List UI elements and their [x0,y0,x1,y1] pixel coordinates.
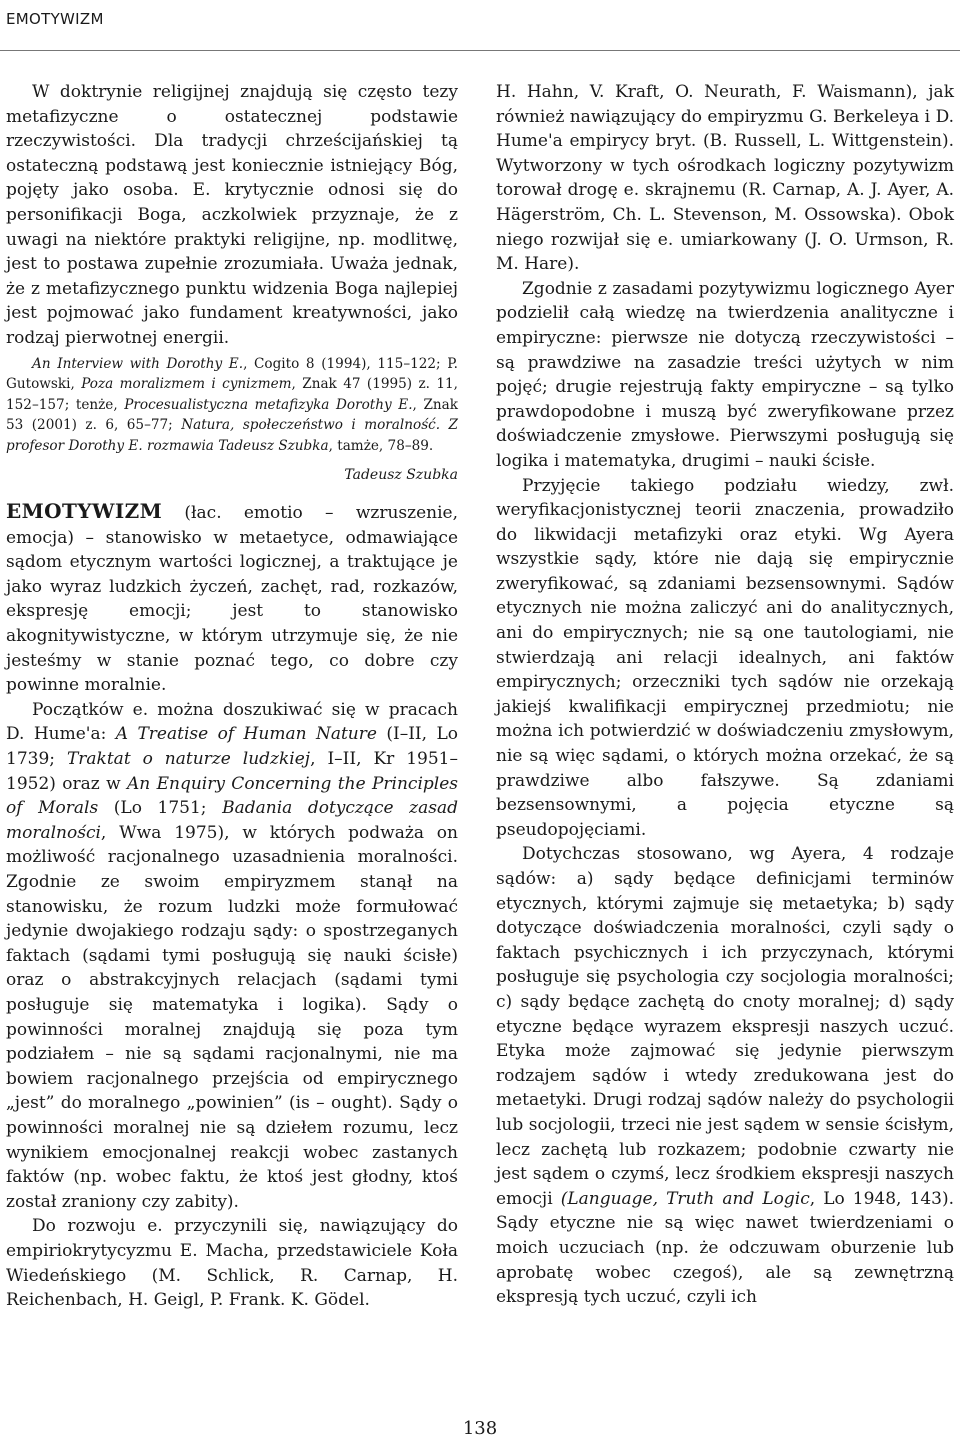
text-run: Dotychczas stosowano, wg Ayera, 4 rodzaje sądów: a) sądy będące definicjami terminów etycznych, którymi zajmuje się metaetyka; b) sądy dotyczące doświadczenia moralności, czyli sądy o faktach psychicznych i ich przyczynach, którymi posługuje się psychologia czy socjologia moralności; c) sądy będące zachętą do cnoty moralnej; d) sądy etyczne będące wyrazem ekspresji naszych uczuć. Etyka może zajmować się jedynie pierwszym rodzajem sądów i wtedy zredukowana jest do metaetyki. Drugi rodzaj sądów należy do psychologii lub socjologii, trzeci nie jest sądem w sensie ścisłym, lecz zachętą lub rozkazem; podobnie czwarty nie jest sądem o czymś, lecz środkiem ekspresji naszych emocji [496,844,954,1209]
author-signature: Tadeusz Szubka [344,466,458,483]
paragraph: H. Hahn, V. Kraft, O. Neurath, F. Waismann), jak również nawiązujący do empiryzmu G. Berkeleya i D. Hume'a empirycy bryt. (B. Russell, L. Wittgenstein). Wytworzony w tych ośrodkach logiczny pozytywizm torował drogę e. skrajnemu (R. Carnap, A. J. Ayer, A. Hägerström, Ch. L. Stevenson, M. Ossowska). Obok niego rozwijał się e. umiarkowany (J. O. Urmson, R. M. Hare). [496,82,954,275]
work-title: A Treatise of Human Nature [115,724,377,745]
work-title: An Enquiry Concerning the Principles of Morals [6,773,458,819]
ref-title: Natura, społeczeństwo i moralność. Z profesor Dorothy E. rozmawia Tadeusz Szubka [6,417,458,454]
text-run: , I–II, Kr 1951–1952) oraz w [6,749,458,794]
header-divider [0,50,960,51]
paragraph: W doktrynie religijnej znajdują się często tezy metafizyczne o ostatecznej podstawie rzeczywistości. Dla tradycji chrześcijańskiej tą ostateczną podstawą jest koniecznie istniejący Bóg, pojęty jako osoba. E. krytycznie odnosi się do personifikacji Boga, aczkolwiek przyznaje, że z uwagi na niektóre praktyki religijne, np. modlitwę, jest to postawa zupełnie zrozumiała. Uważa jednak, że z metafizycznego punktu widzenia Boga najlepiej jest pojmować jako fundament kreatywności, jako rodzaj pierwotnej energii. [6,82,458,348]
text-run: (I–II, Lo 1739; [6,724,458,770]
page-number: 138 [462,1418,498,1439]
paragraph: Do rozwoju e. przyczynili się, nawiązujący do empiriokrytycyzmu E. Macha, przedstawiciele Koła Wiedeńskiego (M. Schlick, R. Carnap, H. Reichenbach, H. Geigl, P. Frank. K. Gödel. [6,1216,458,1311]
running-head: EMOTYWIZM [6,10,104,28]
paragraph [496,842,954,1309]
work-title: (Language, Truth and Logic [560,1188,810,1209]
ref-detail: , tamże, 78–89. [328,437,434,454]
text-run: , Wwa 1975), w których podważa on możliwość racjonalnego uzasadnienia moralności. Zgodnie ze swoim empiryzmem stanął na stanowisku, że rozum ludzki może formułować jedynie dwojakiego rodzaju sądy: o spostrzeganych faktach (sądami tymi posługują się nauki ścisłe) oraz o abstrakcyjnych relacjach (sądami tymi posługuje się matematyka i logika). Sądy o powinności moralnej znajdują się poza tym podziałem – nie są sądami racjonalnymi, nie ma bowiem racjonalnego przejścia od empirycznego „jest” do moralnego „powinien” (is – ought). Sądy o powinności moralnej nie są dziełem rozumu, lecz wynikiem emocjonalnej reakcji wobec zastanych faktów (np. wobec faktu, że ktoś jest głodny, ktoś został zraniony czy zabity). [6,822,458,1212]
ref-detail: , Znak 47 (1995) z. 11, 152–157; tenże, [6,376,458,413]
paragraph [6,698,458,1214]
entry-headword: EMOTYWIZM [6,499,163,524]
left-column [6,80,458,1313]
right-column [496,80,954,1310]
text-run: (Lo 1751; [98,798,223,819]
ref-title: An Interview with Dorothy E. [32,355,244,372]
paragraph: Przyjęcie takiego podziału wiedzy, zwł. weryfikacjonistycznej teorii znaczenia, prowadziło do likwidacji metafizyki oraz etyki. Wg Ayera wszystkie sądy, które nie dają się empirycznie zweryfikować, są zdaniami bezsensownymi. Sądów etycznych nie można zaliczyć ani do analitycznych, ani do empirycznych; nie są one tautologiami, nie stwierdzają ani relacji idealnych, ani faktów empirycznych; orzeczniki tych sądów nie orzekają jakiejś kwalifikacji empirycznej przedmiotu; nie można ich potwierdzić w doświadczeniu zmysłowym, nie są więc sądami, o których można orzekać, że są prawdziwe albo fałszywe. Są zdaniami bezsensownymi, a pojęcia etyczne są pseudopojęciami. [496,475,954,840]
text-run: , Lo 1948, 143). Sądy etyczne nie są więc nawet twierdzeniami o moich uczuciach (np. że odczuwam oburzenie lub aprobatę wobec czegoś), ale są zewnętrzną ekspresją tych uczuć, czyli ich [496,1188,954,1308]
work-title: Traktat o naturze ludzkiej [66,749,311,770]
text-run: Początków e. można doszukiwać się w pracach D. Hume'a: [6,699,458,745]
ref-detail: , Znak 53 (2001) z. 6, 65–77; [6,396,458,434]
ref-title: Poza moralizmem i cynizmem [81,376,292,393]
entry-definition [6,499,458,698]
paragraph: Zgodnie z zasadami pozytywizmu logicznego Ayer podzielił całą wiedzę na twierdzenia analityczne i empiryczne: pierwsze nie dotyczą rzeczywistości – są prawdziwe na zasadzie treści użytych w nim pojęć; drugie rejestrują fakty empiryczne – są tylko prawdopodobne i muszą być zweryfikowane przez doświadczenie zmysłowe. Pierwszymi posługują się logika i matematyka, drugimi – nauki ścisłe. [496,278,954,471]
ref-title: Procesualistyczna metafizyka Dorothy E. [124,396,413,413]
ref-detail: , Cogito 8 (1994), 115–122; P. Gutowski, [6,355,458,393]
bibliography [6,354,458,457]
work-title: Badania dotyczące zasad moralności [6,798,459,843]
entry-text: (łac. emotio – wzruszenie, emocja) – stanowisko w metaetyce, odmawiające sądom etycznym wartości logicznej, a traktujące je jako wyraz ludzkich życzeń, zachęt, rad, rozkazów, ekspresję emocji; jest to stanowisko akognitywistyczne, w którym utrzymuje się, że nie jesteśmy w stanie poznać tego, co dobre czy powinne moralnie. [6,503,458,696]
